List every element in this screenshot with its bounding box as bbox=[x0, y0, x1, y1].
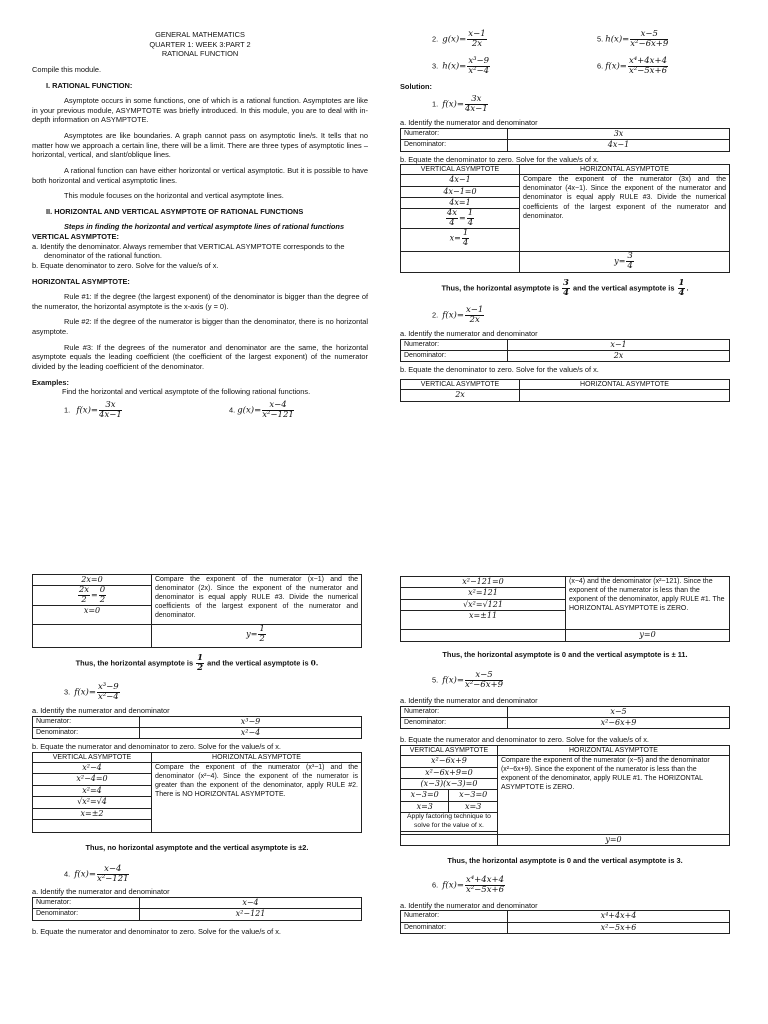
conclusion-3: Thus, no horizontal asymptote and the vertical asymptote is ±2. bbox=[85, 843, 309, 852]
table-row: y= $\frac{3}{4}$ bbox=[401, 252, 730, 273]
example-5: 5. h(x)= $\frac{x-5}{\text{x²−6x+9}}$ bbox=[597, 29, 669, 49]
step-a-label-5: a. Identify the numerator and denominator bbox=[400, 696, 538, 706]
solution-1-function: 1. f(x)= $\frac{3x}{4x-1}$ bbox=[432, 94, 488, 115]
table-row: 4x−1=0 bbox=[401, 186, 730, 197]
asymptote-table-3 bbox=[32, 752, 362, 833]
conclusion-2: Thus, the horizontal asymptote is $\frac{1}{2}$ and the vertical asymptote is 0. bbox=[75, 653, 319, 674]
table-row: x²−4 Compare the exponent of the numerator (x³−1) and the denominator (x²−4). Since the exponent of the numerator is greater than the exponent of the denominator, apply RULE #2. There is NO HORIZONTAL ASYMPTOTE. bbox=[33, 763, 362, 774]
step-a-label: a. Identify the numerator and denominator bbox=[400, 118, 538, 128]
table-row: Denominator: x²−4 bbox=[33, 727, 362, 738]
asymptote-table-1 bbox=[400, 164, 730, 273]
paragraph-2: Asymptotes are like boundaries. A graph cannot pass on asymptotic line/s. It tells that no matter how we approach a certain line, there will be a limit. There are three types of asymptotic lines – horizontal, vertical, and slant/oblique lines. bbox=[32, 131, 368, 160]
header-line-2: QUARTER 1: WEEK 3:PART 2 bbox=[149, 39, 251, 49]
table-row: x=±11 bbox=[401, 611, 730, 630]
example-2: 2. g(x)= $\frac{x-1}{2x}$ bbox=[432, 29, 486, 49]
page-bottom-right bbox=[400, 576, 730, 934]
step-b-label-2: b. Equate the denominator to zero. Solve for the value/s of x. bbox=[400, 365, 599, 375]
table-row: Denominator: x²−121 bbox=[33, 909, 362, 920]
table-header-row: VERTICAL ASYMPTOTE HORIZONTAL ASYMPTOTE bbox=[401, 380, 730, 390]
horizontal-asymptote-heading: HORIZONTAL ASYMPTOTE: bbox=[32, 276, 130, 286]
step-a-label-2: a. Identify the numerator and denominator bbox=[400, 328, 538, 338]
table-row: x²−6x+9=0 bbox=[401, 767, 730, 778]
rule-1: Rule #1: If the degree (the largest exponent) of the denominator is bigger than the degree of the numerator, the horizontal asymptote is the x-axis (y = 0). bbox=[32, 292, 368, 311]
solution-heading: Solution: bbox=[400, 81, 433, 91]
header-line-3: RATIONAL FUNCTION bbox=[161, 49, 239, 59]
page-top-left bbox=[32, 30, 368, 420]
table-row: 4x=1 bbox=[401, 198, 730, 209]
table-row: Numerator: 3x bbox=[401, 128, 730, 139]
paragraph-1: Asymptote occurs in some functions, one of which is a rational function. Asymptotes are like in your previous module, ASYMPTOTE was briefly introduced. In this module, you are to deal with in-depth information on ASYMPTOTE. bbox=[32, 96, 368, 125]
example-4: 4. g(x)= $\frac{x-4}{\text{x²−121}}$ bbox=[229, 399, 294, 420]
page-bottom-left bbox=[32, 574, 362, 937]
table-row: x²−6x+9 Compare the exponent of the numerator (x−5) and the denominator (x²−6x+9). Since the exponent of the numerator is less than the exponent of the denominator, apply RULE #1. The HORIZONTAL ASYMPTOTE is ZERO. bbox=[401, 756, 730, 767]
example-6: 6. f(x)= $\frac{\text{x⁴+4x+4}}{\text{x²−5x+6}}$ bbox=[597, 55, 667, 76]
page-top-right bbox=[400, 30, 730, 402]
va-step-b: b. Equate denominator to zero. Solve for the value/s of x. bbox=[32, 260, 219, 270]
table-header-row: VERTICAL ASYMPTOTE HORIZONTAL ASYMPTOTE bbox=[401, 746, 730, 756]
table-row: Denominator: 4x−1 bbox=[401, 140, 730, 151]
step-a-label-3: a. Identify the numerator and denominator bbox=[32, 705, 170, 715]
section-2-heading: II. HORIZONTAL AND VERTICAL ASYMPTOTE OF RATIONAL FUNCTIONS bbox=[46, 206, 304, 216]
solution-4-function: 4. f(x)= $\frac{x-4}{\text{x²−121}}$ bbox=[64, 863, 129, 884]
table-row: 2x=0 Compare the exponent of the numerator (x−1) and the denominator (2x). Since the exponent of the numerator and denominator is equal apply RULE #3. Divide the numerical coefficients of the largest exponent of the numerator and denominator. bbox=[33, 575, 362, 586]
asymptote-table-2-head bbox=[400, 379, 730, 401]
vertical-asymptote-heading: VERTICAL ASYMPTOTE: bbox=[32, 232, 119, 241]
table-row: $\frac{2x}{2}$ = $\frac{0}{2}$ bbox=[33, 586, 362, 606]
table-header-row: VERTICAL ASYMPTOTE HORIZONTAL ASYMPTOTE bbox=[33, 752, 362, 762]
step-b-label-3: b. Equate the numerator and denominator to zero. Solve for the value/s of x. bbox=[32, 742, 281, 752]
table-row: x=3 x=3 bbox=[401, 801, 730, 812]
step-b-label-5: b. Equate the numerator and denominator to zero. Solve for the value/s of x. bbox=[400, 735, 649, 745]
rule-2: Rule #2: If the degree of the numerator is bigger than the denominator, there is no horizontal asymptote. bbox=[32, 317, 368, 336]
numerator-denominator-table-3 bbox=[32, 716, 362, 740]
step-b-label: b. Equate the denominator to zero. Solve for the value/s of x. bbox=[400, 154, 599, 164]
table-row: 2x bbox=[401, 390, 730, 401]
table-row: Numerator: x−5 bbox=[401, 706, 730, 717]
table-row: √x²=√4 bbox=[33, 797, 362, 808]
section-1-heading: I. RATIONAL FUNCTION: bbox=[46, 80, 133, 90]
paragraph-4: This module focuses on the horizontal and vertical asymptote lines. bbox=[64, 191, 284, 201]
numerator-denominator-table-1 bbox=[400, 128, 730, 152]
table-row: y=0 bbox=[401, 834, 730, 845]
examples-3-6 bbox=[432, 57, 730, 76]
solution-5-function: 5. f(x)= $\frac{x-5}{\text{x²−6x+9}}$ bbox=[432, 670, 504, 691]
examples-2-5 bbox=[432, 30, 730, 49]
table-row: y= $\frac{1}{2}$ bbox=[33, 625, 362, 648]
table-row: x²−4=0 bbox=[33, 774, 362, 785]
table-row: Numerator: x³−9 bbox=[33, 716, 362, 727]
table-row: Denominator: 2x bbox=[401, 351, 730, 362]
step-a-label-4: a. Identify the numerator and denominator bbox=[32, 887, 170, 897]
conclusion-5: Thus, the horizontal asymptote is 0 and the vertical asymptote is 3. bbox=[447, 856, 683, 866]
table-row: √x²=√121 bbox=[401, 599, 730, 610]
table-row: x²=121 bbox=[401, 588, 730, 599]
table-row: x= $\frac{1}{4}$ bbox=[401, 229, 730, 252]
numerator-denominator-table-2 bbox=[400, 339, 730, 363]
table-row: Numerator: x⁴+4x+4 bbox=[401, 911, 730, 922]
steps-heading: Steps in finding the horizontal and vertical asymptote lines of rational functions bbox=[64, 222, 345, 232]
table-row: Numerator: x−4 bbox=[33, 898, 362, 909]
table-row: Denominator: x²−6x+9 bbox=[401, 718, 730, 729]
conclusion-1: Thus, the horizontal asymptote is $\frac{3}{4}$ and the vertical asymptote is $\frac{1}{4}$ . bbox=[441, 278, 689, 299]
table-row: x=0 bbox=[33, 606, 362, 625]
asymptote-table-4-cont bbox=[400, 576, 730, 642]
solution-2-function: 2. f(x)= $\frac{x-1}{2x}$ bbox=[432, 305, 484, 326]
numerator-denominator-table-5 bbox=[400, 706, 730, 730]
table-row: x=±2 bbox=[33, 808, 362, 819]
example-1: 1. f(x)= $\frac{3x}{4x-1}$ bbox=[64, 399, 122, 420]
va-step-a: a. Identify the denominator. Always remember that VERTICAL ASYMPTOTE corresponds to the denominator of the rational function. bbox=[32, 241, 345, 261]
example-row-1 bbox=[32, 401, 368, 420]
rule-3: Rule #3: If the degrees of the numerator and denominator are the same, the horizontal asymptote equals the leading coefficient (the coefficient of the largest exponent) of the numerator divided by the leading coefficient of the denominator. bbox=[32, 342, 368, 371]
compile-instruction: Compile this module. bbox=[32, 64, 102, 74]
table-row: x²−121=0 (x−4) and the denominator (x²−121). Since the exponent of the numerator is less than the exponent of the denominator, apply RULE #1. The HORIZONTAL ASYMPTOTE is ZERO. bbox=[401, 577, 730, 588]
table-header-row: VERTICAL ASYMPTOTE HORIZONTAL ASYMPTOTE bbox=[401, 165, 730, 175]
asymptote-table-2-cont bbox=[32, 574, 362, 648]
table-row: x²=4 bbox=[33, 785, 362, 796]
solution-3-function: 3. f(x)= $\frac{\text{x³−9}}{\text{x²−4}}$ bbox=[64, 682, 119, 702]
examples-heading: Examples: bbox=[32, 377, 69, 387]
table-row: Denominator: x²−5x+6 bbox=[401, 922, 730, 933]
asymptote-table-5 bbox=[400, 745, 730, 846]
examples-instruction: Find the horizontal and vertical asymptote of the following rational functions. bbox=[62, 387, 311, 397]
conclusion-4: Thus, the horizontal asymptote is 0 and the vertical asymptote is ± 11. bbox=[442, 649, 688, 659]
example-3: 3. h(x)= $\frac{\text{x³−9}}{\text{x²−4}}$ bbox=[432, 55, 490, 76]
table-row: (x−3)(x−3)=0 bbox=[401, 778, 730, 789]
table-row: y=0 bbox=[401, 630, 730, 641]
table-row: Numerator: x−1 bbox=[401, 339, 730, 350]
paragraph-3: A rational function can have either horizontal or vertical asymptotic. But it is possible to have both horizontal and vertical asymptotic lines. bbox=[32, 165, 368, 185]
table-row: x−3=0 x−3=0 bbox=[401, 790, 730, 801]
table-row: Apply factoring technique to solve for the value of x. bbox=[401, 813, 730, 832]
numerator-denominator-table-6 bbox=[400, 910, 730, 934]
solution-6-function: 6. f(x)= $\frac{\text{x⁴+4x+4}}{\text{x²−5x+6}}$ bbox=[432, 874, 505, 895]
numerator-denominator-table-4 bbox=[32, 897, 362, 921]
table-row: $\frac{4x}{4}$ = $\frac{1}{4}$ bbox=[401, 209, 730, 229]
step-b-label-4: b. Equate the numerator and denominator to zero. Solve for the value/s of x. bbox=[32, 926, 281, 936]
table-row: 4x−1 Compare the exponent of the numerator (3x) and the denominator (4x−1). Since the exponent of the numerator and denominator is equal apply RULE #3. Divide the numerical coefficients of the largest exponent of the numerator and denominator. bbox=[401, 175, 730, 186]
header-line-1: GENERAL MATHEMATICS bbox=[155, 30, 245, 39]
step-a-label-6: a. Identify the numerator and denominator bbox=[400, 900, 538, 910]
